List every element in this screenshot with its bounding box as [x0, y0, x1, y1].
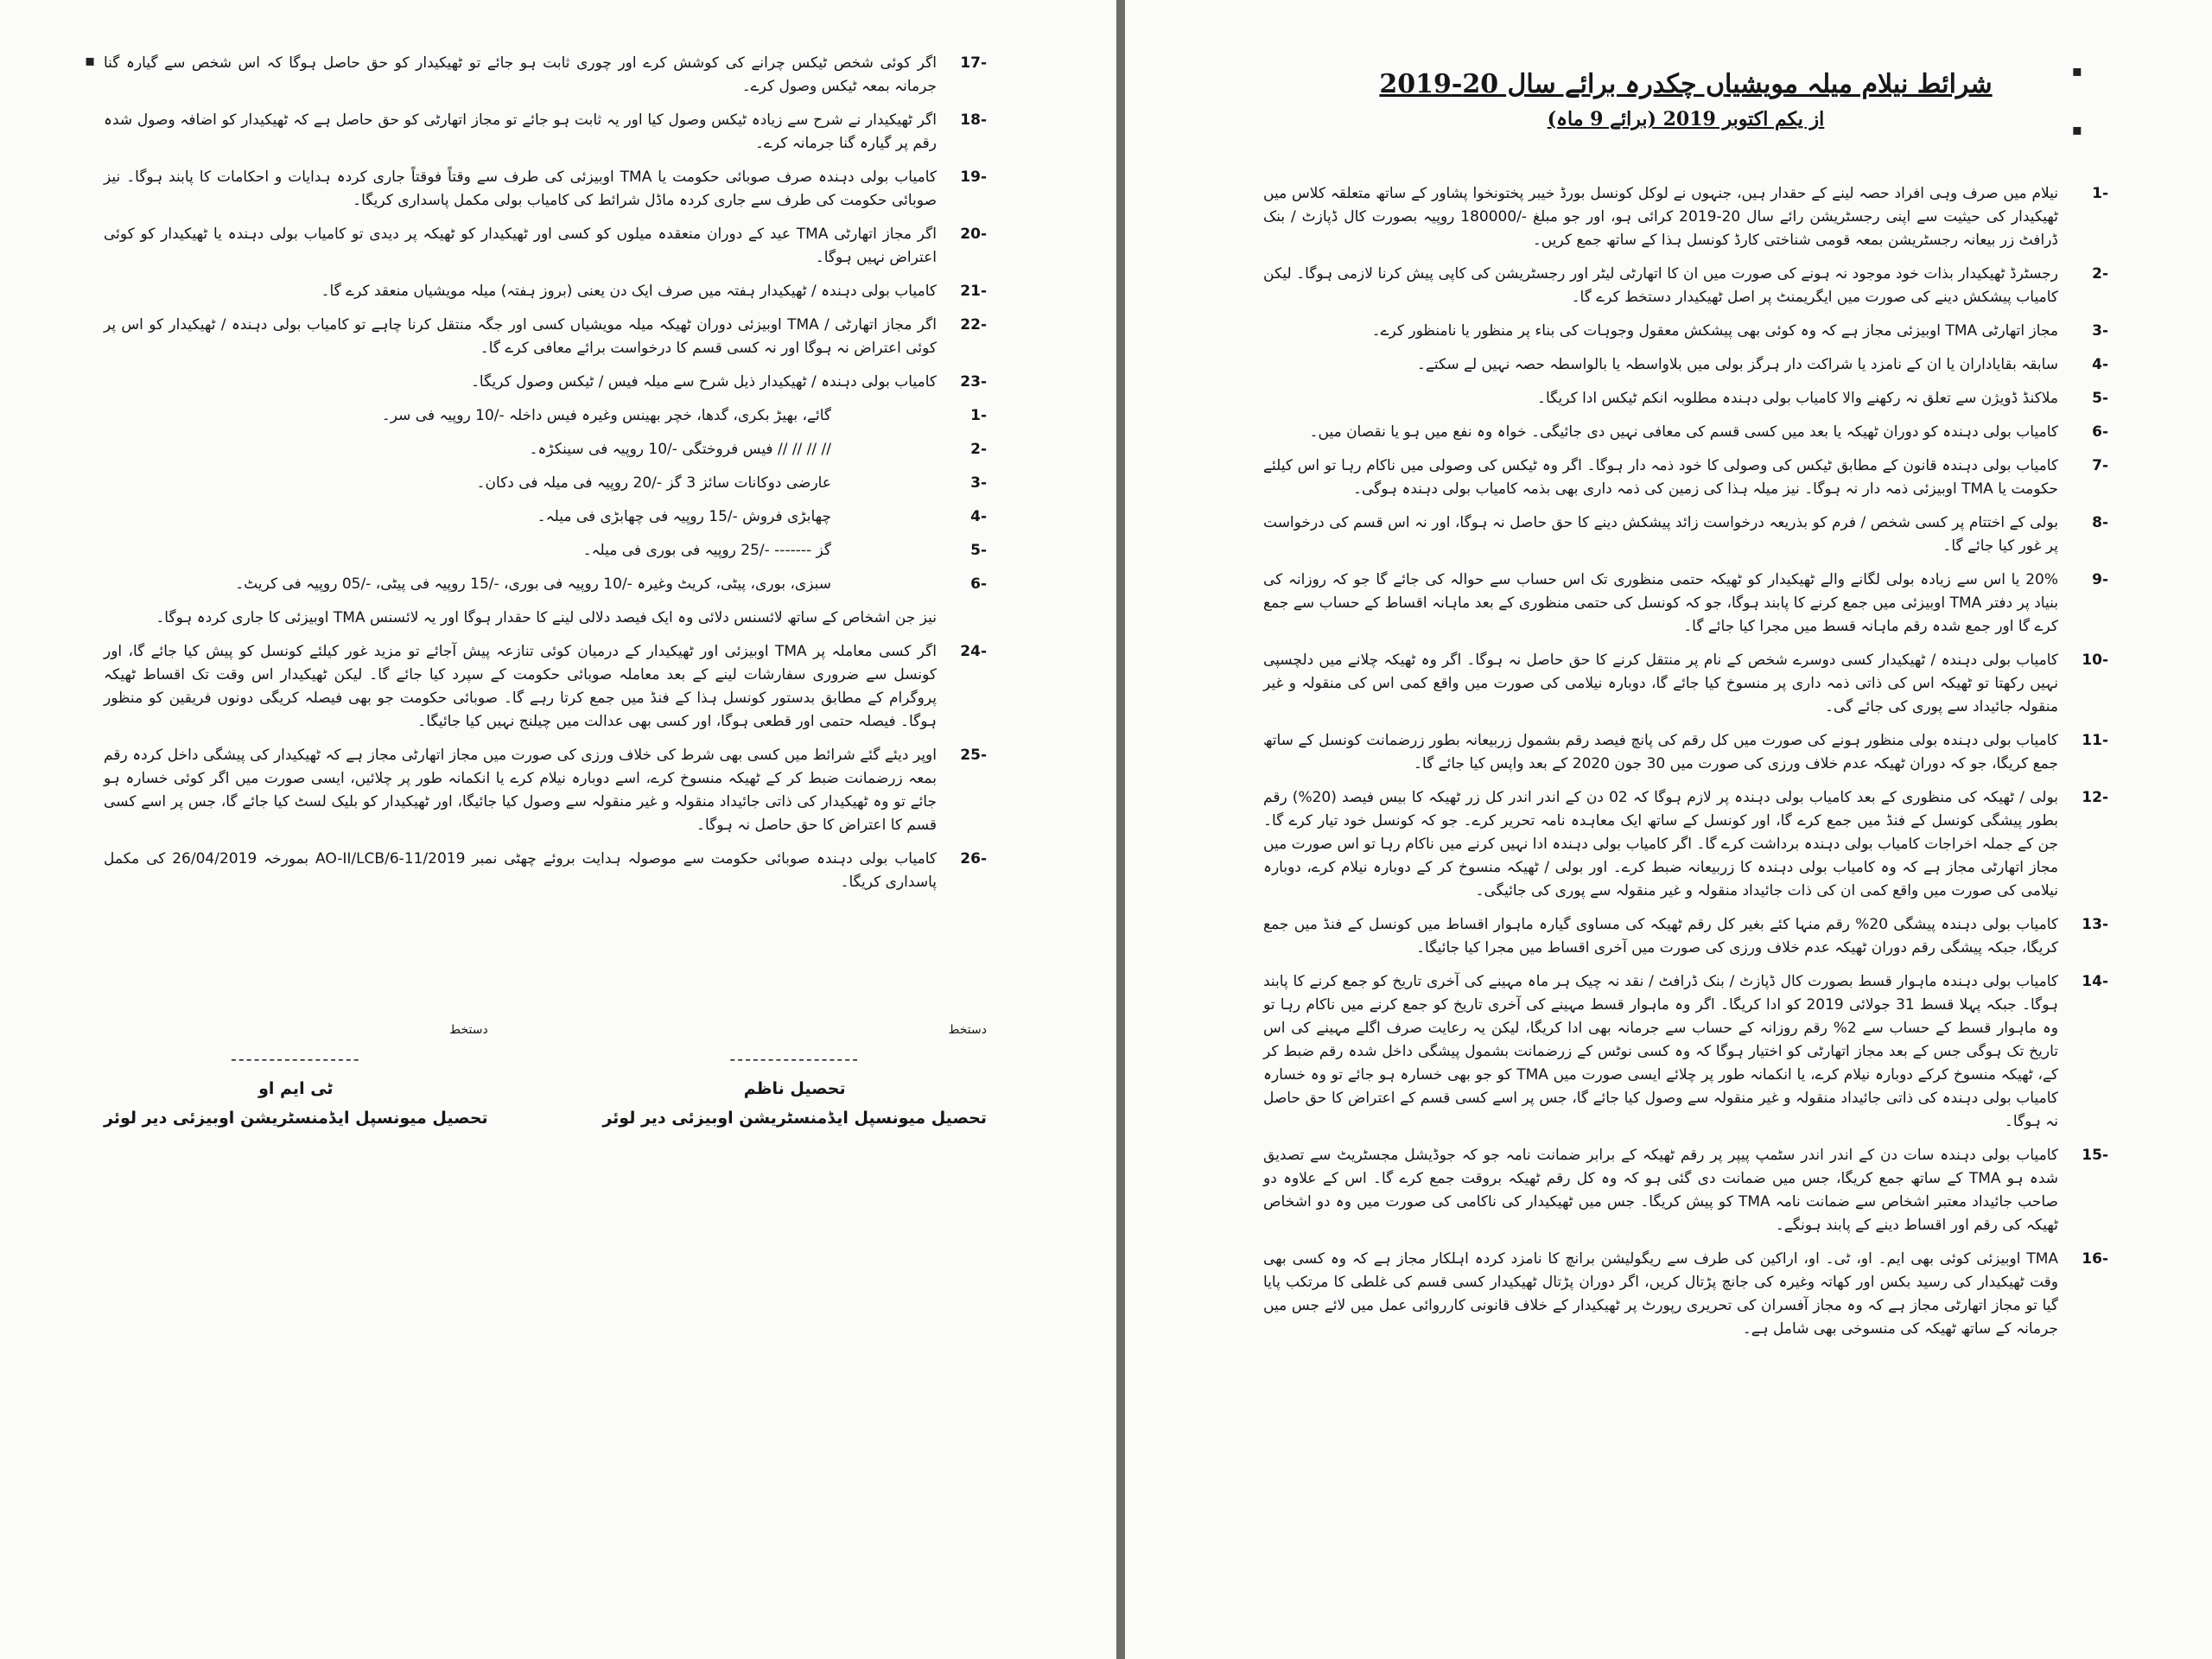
item-text: اگر کوئی شخص ٹیکس چرانے کی کوشش کرے اور چوری ثابت ہو جائے تو ٹھیکیدار کو حق حاصل ہوگا کہ اس شخص سے گیارہ گنا جرمانہ بمعہ ٹیکس وصول کرے۔ — [104, 54, 937, 95]
list-item — [104, 371, 987, 394]
list-item — [104, 314, 987, 360]
signatory-title: تحصیل ناظم — [743, 1079, 846, 1098]
list-item — [1263, 649, 2108, 719]
item-number: 20- — [960, 226, 987, 243]
signatory-org: تحصیل میونسپل ایڈمنسٹریشن اوبیزئی دیر لوئر — [602, 1109, 987, 1128]
item-number: 24- — [960, 643, 987, 660]
signature-line: ----------------- — [231, 1050, 361, 1069]
item-text: عارضی دوکانات سائز 3 گز -/20 روپیہ فی میلہ فی دکان۔ — [476, 474, 831, 492]
item-number: 17- — [960, 54, 987, 72]
signature-line: ----------------- — [729, 1050, 860, 1069]
item-number: 16- — [2082, 1250, 2108, 1268]
item-number: 10- — [2082, 652, 2108, 669]
signature-block-left — [104, 1015, 488, 1133]
item-number: 9- — [2092, 571, 2108, 588]
list-item — [104, 109, 987, 156]
item-number: 14- — [2082, 973, 2108, 990]
item-text: کامیاب بولی دہندہ صرف صوبائی حکومت یا TMA اوبیزئی کی طرف سے وقتاً فوقتاً جاری کردہ ہدایات و احکامات کا پابند ہوگا۔ نیز صوبائی حکومت کی طرف سے جاری کردہ ماڈل شرائط کی کامیاب بولی مکمل پاسداری کریگا۔ — [104, 168, 937, 209]
scan-mark: ▪ — [2071, 121, 2082, 139]
item-number: 2- — [2092, 265, 2108, 283]
item-text: کامیاب بولی دہندہ / ٹھیکیدار ہفتہ میں صرف ایک دن یعنی (بروز ہفتہ) میلہ مویشیاں منعقد کرے گا۔ — [321, 283, 937, 300]
item-text: مجاز اتھارٹی TMA اوبیزئی مجاز ہے کہ وہ کوئی بھی پیشکش معقول وجوہات کی بناء پر منظور یا نامنظور کرے۔ — [1371, 322, 2058, 340]
document-subtitle: از یکم اکتوبر 2019 (برائے 9 ماہ) — [1547, 108, 1825, 130]
left-items-after-list — [104, 640, 987, 894]
item-text: چھابڑی فروش -/15 روپیہ فی چھابڑی فی میلہ۔ — [537, 508, 831, 525]
item-text: 20% یا اس سے زیادہ بولی لگانے والے ٹھیکیدار کو ٹھیکہ حتمی منظوری تک اس حساب سے حوالہ کی جائے گا جو کہ روزانہ کی بنیاد پر دفتر TMA اوبیزئی میں جمع کرنے کا پابند ہوگا، جو کہ کونسل کی حتمی منظوری کے بعد ماہانہ اقساط کے حساب سے جمع کرے گا اور جمع شدہ رقم ماہانہ قسط میں مجرا کیا جائے گا۔ — [1263, 571, 2058, 635]
fee-rate-item — [104, 438, 987, 461]
item-text: // // // // فیس فروختگی -/10 روپیہ فی سینکڑہ۔ — [529, 441, 831, 458]
list-item — [1263, 421, 2108, 444]
list-item — [104, 166, 987, 213]
list-item — [104, 640, 987, 734]
list-item — [1263, 970, 2108, 1134]
item-text: رجسٹرڈ ٹھیکیدار بذات خود موجود نہ ہونے کی صورت میں ان کا اتھارٹی لیٹر اور رجسٹریشن کی کاپی پیش کرنا لازمی ہوگا۔ لیکن کامیاب پیشکش دینے کی صورت میں ایگریمنٹ پر اصل ٹھیکیدار دستخط کرے گا۔ — [1263, 265, 2058, 306]
item-number: 4- — [970, 508, 987, 525]
item-number: 22- — [960, 316, 987, 334]
item-text: کامیاب بولی دہندہ صوبائی حکومت سے موصولہ ہدایت بروئے چھٹی نمبر AO-II/LCB/6-11/2019 بمورخہ 26/04/2019 کی مکمل پاسداری کریگا۔ — [104, 850, 937, 891]
list-item — [1263, 1144, 2108, 1237]
item-number: 2- — [970, 441, 987, 458]
item-number: 21- — [960, 283, 987, 300]
item-text: کامیاب بولی دہندہ سات دن کے اندر اندر سٹمپ پیپر پر رقم ٹھیکہ کے برابر ضمانت نامہ جو کہ جوڈیشل مجسٹریٹ سے تصدیق شدہ ہو TMA کے ساتھ جمع کریگا، جس میں ضمانت دی گئی ہو کہ وہ کل رقم ٹھیکہ بروقت جمع کرے گا۔ اس کے علاوہ دو صاحب جائیداد معتبر اشخاص سے ضمانت نامہ TMA کو پیش کریگا۔ جس میں ٹھیکیدار کی ناکامی کی صورت میں وہ دو اشخاص ٹھیکہ کی رقم اور اقساط دینے کے پابند ہونگے۔ — [1263, 1147, 2058, 1234]
note-text: نیز جن اشخاص کے ساتھ لائسنس دلائی وہ ایک فیصد دلالی لینے کا حقدار ہوگا اور یہ لائسنس TMA اوبیزئی کا جاری کردہ ہوگا۔ — [156, 609, 937, 626]
item-number: 3- — [2092, 322, 2108, 340]
item-text: TMA اوبیزئی کوئی بھی ایم۔ او، ٹی۔ او، اراکین کی طرف سے ریگولیشن برانچ کا نامزد کردہ اہلکار مجاز ہے کہ وہ کسی بھی وقت ٹھیکیدار کی رسید بکس اور کھاتہ وغیرہ کی جانچ پڑتال کریں، اگر دوران پڑتال ٹھیکیدار کسی قسم کی غلطی کا مرتکب پایا گیا تو مجاز اتھارٹی مجاز ہے کہ وہ مجاز آفسران کی تحریری رپورٹ پر ٹھیکیدار کے خلاف قانونی کارروائی عمل میں لائے جس میں جرمانہ کے ساتھ ٹھیکہ کی منسوخی بھی شامل ہے۔ — [1263, 1250, 2058, 1338]
signature-caption: دستخط — [948, 1023, 987, 1037]
list-item — [1263, 569, 2108, 639]
fee-rate-item — [104, 404, 987, 428]
item-number: 5- — [2092, 390, 2108, 407]
item-number: 15- — [2082, 1147, 2108, 1164]
signatory-title: ٹی ایم او — [258, 1079, 334, 1098]
fee-rate-item — [104, 539, 987, 563]
item-number: 5- — [970, 542, 987, 559]
item-text: سبزی، بوری، پیٹی، کریٹ وغیرہ -/10 روپیہ فی بوری، -/15 روپیہ فی پیٹی، -/05 روپیہ فی کریٹ۔ — [235, 575, 831, 593]
item-number: 7- — [2092, 457, 2108, 474]
signature-caption: دستخط — [449, 1023, 488, 1037]
list-item — [1263, 512, 2108, 558]
list-item — [104, 848, 987, 894]
scan-mark: ▪ — [85, 52, 96, 70]
item-text: گائے، بھیڑ بکری، گدھا، خچر بھینس وغیرہ فیس داخلہ -/10 روپیہ فی سر۔ — [381, 407, 831, 424]
item-number: 19- — [960, 168, 987, 186]
signature-block-right — [602, 1015, 987, 1133]
item-text: کامیاب بولی دہندہ / ٹھیکیدار کسی دوسرے شخص کے نام پر منتقل کرنے کا حق حاصل نہ ہوگا۔ اگر وہ ٹھیکہ چلانے میں دلچسپی نہیں رکھتا تو ٹھیکہ اس کی ذاتی ذمہ داری پر منسوخ کیا جائے گا، دوبارہ نیلامی کی صورت میں واقع کمی اس کی منقولہ و غیر منقولہ جائیداد سے پوری کی جائے گی۔ — [1263, 652, 2058, 715]
item-text: کامیاب بولی دہندہ پیشگی 20% رقم منہا کئے بغیر کل رقم ٹھیکہ کی مساوی گیارہ ماہوار اقساط میں کونسل کے فنڈ میں جمع کریگا، جبکہ پیشگی رقم دوران ٹھیکہ عدم خلاف ورزی کی صورت میں آخری اقساط میں مجرا کیا جائیگا۔ — [1263, 916, 2058, 957]
item-number: 8- — [2092, 514, 2108, 531]
signature-row — [104, 1015, 987, 1133]
item-text: کامیاب بولی دہندہ قانون کے مطابق ٹیکس کی وصولی کا خود ذمہ دار ہوگا۔ اگر وہ ٹیکس کی وصولی میں ناکام رہا تو اس کیلئے حکومت یا TMA اوبیزئی ذمہ دار نہ ہوگا۔ نیز میلہ ہذا کی زمین کی ذمہ داری بھی بذمہ کامیاب بولی دہندہ ہوگی۔ — [1263, 457, 2058, 498]
item-number: 4- — [2092, 356, 2108, 373]
right-items-list — [1263, 182, 2108, 1341]
list-item — [1263, 1248, 2108, 1341]
list-item — [104, 52, 987, 99]
item-number: 23- — [960, 373, 987, 391]
item-number: 26- — [960, 850, 987, 868]
item-number: 11- — [2082, 732, 2108, 749]
list-item — [1263, 263, 2108, 309]
item-text: ملاکنڈ ڈویژن سے تعلق نہ رکھنے والا کامیاب بولی دہندہ مطلوبہ انکم ٹیکس ادا کریگا۔ — [1536, 390, 2058, 407]
item-number: 6- — [2092, 423, 2108, 441]
item-text: کامیاب بولی دہندہ کو دوران ٹھیکہ یا بعد میں کسی قسم کی معافی نہیں دی جائیگی۔ خواہ وہ نفع میں ہو یا نقصان میں۔ — [1309, 423, 2058, 441]
item-text: کامیاب بولی دہندہ ماہوار قسط بصورت کال ڈپازٹ / بنک ڈرافٹ / نقد نہ چیک ہر ماہ مہینے کی آخری تاریخ کو جمع کرنے کا پابند ہوگا۔ جبکہ پہلا قسط 31 جولائی 2019 کو ادا کریگا۔ اگر وہ ماہوار قسط مہینے کی آخری تاریخ کو جمع کرنے میں ناکام رہا تو وہ ماہوار قسط کے حساب سے 2% رقم روزانہ کے حساب سے جرمانہ بھی ادا کریگا، لیکن یہ رعایت صرف اگلے مہینے کی اس تاریخ تک ہوگی جس کے بعد مجاز اتھارٹی کو اختیار ہوگا کہ وہ کسی نوٹس کے زرضمانت بشمول پیشگی داخل شدہ رقم ضبط کر کے، ٹھیکہ منسوخ کرکے دوبارہ نیلام کرے، یا انکمانہ طور پر چلائے ایسی صورت میں TMA کو جو بھی خسارہ ہو جائے تو وہ خسارہ کامیاب بولی دہندہ کی ذاتی جائیداد منقولہ و غیر منقولہ سے وصول کیا جائے گا، جس پر اسے کسی قسم کے اعتراض کا حق حاصل نہ ہوگا۔ — [1263, 973, 2058, 1130]
list-item — [1263, 786, 2108, 903]
page-gutter — [1116, 0, 1125, 1659]
scan-mark: ▪ — [2071, 62, 2082, 80]
list-item — [1263, 387, 2108, 410]
item-number: 3- — [970, 474, 987, 492]
item-number: 6- — [970, 575, 987, 593]
item-text: گز ------- -/25 روپیہ فی بوری فی میلہ۔ — [582, 542, 831, 559]
item-number: 18- — [960, 111, 987, 129]
item-text: نیلام میں صرف وہی افراد حصہ لینے کے حقدار ہیں، جنہوں نے لوکل کونسل بورڈ خیبر پختونخوا پشاور کے ساتھ متعلقہ کلاس میں ٹھیکیدار کی حیثیت سے اپنی رجسٹریشن رائے سال 20-2019 کرائی ہو، اور جو مبلغ -/180000 روپیہ بصورت کال ڈپازٹ / بنک ڈرافٹ زر بیعانہ رجسٹریشن بمعہ قومی شناختی کارڈ کونسل ہذا کے ساتھ جمع کریں۔ — [1263, 185, 2058, 249]
item-text: بولی / ٹھیکہ کی منظوری کے بعد کامیاب بولی دہندہ پر لازم ہوگا کہ 02 دن کے اندر اندر کل زر ٹھیکہ کا بیس فیصد (20%) رقم بطور پیشگی کونسل کے فنڈ میں جمع کرے گا، اور کونسل کے ساتھ ایک معاہدہ نامہ تحریر کرے۔ جو کہ کونسل خود تیار کرے گا۔ جن کے جملہ اخراجات کامیاب بولی دہندہ برداشت کرے گا۔ اگر کامیاب بولی دہندہ ادا نہیں کرنے میں ناکام رہا تو اس صورت میں مجاز اتھارٹی مجاز ہے کہ وہ کامیاب بولی دہندہ کا زربیعانہ ضبط کرے۔ اور بولی / ٹھیکہ منسوخ کر کے دوبارہ نیلام کرے، دوبارہ نیلامی کی صورت میں واقع کمی ان کی ذات جائیداد منقولہ و غیر منقولہ سے پوری کی جائیگی۔ — [1263, 789, 2059, 899]
item-number: 12- — [2082, 789, 2108, 806]
item-number: 1- — [970, 407, 987, 424]
list-item — [1263, 353, 2108, 377]
fee-rates-list — [104, 404, 987, 596]
list-item — [1263, 729, 2108, 776]
list-item — [104, 744, 987, 837]
document-title: شرائط نیلام میلہ مویشیاں چکدرہ برائے سال 20-2019 — [1379, 69, 1993, 99]
item-text: اگر کسی معاملہ پر TMA اوبیزئی اور ٹھیکیدار کے درمیان کوئی تنازعہ پیش آجائے تو مزید غور کیلئے کونسل کو پیش کیا جائے گا، اور کونسل سے ضروری سفارشات لینے کے بعد معاملہ صوبائی حکومت کے سپرد کیا جائے گا۔ لیکن ٹھیکیدار اس وقت تک اقساط ٹھیکہ پروگرام کے مطابق بدستور کونسل ہذا کے فنڈ میں جمع کرتا رہے گا۔ صوبائی حکومت جو بھی فیصلہ کریگی دونوں فریقین کو منظور ہوگا۔ فیصلہ حتمی اور قطعی ہوگا، اور کسی بھی عدالت میں چیلنج نہیں کیا جائیگا۔ — [104, 643, 937, 730]
list-item — [1263, 320, 2108, 343]
list-item — [1263, 454, 2108, 501]
left-items-list — [104, 52, 987, 394]
item-text: اوپر دیئے گئے شرائط میں کسی بھی شرط کی خلاف ورزی کی صورت میں مجاز اتھارٹی مجاز ہے کہ ٹھیکیدار کی پیشگی داخل کردہ رقم بمعہ زرضمانت ضبط کر کے ٹھیکہ منسوخ کرے، اسے دوبارہ نیلام کرے یا انکمانہ طور پر چلائیں، ایسی صورت میں اگر کوئی خسارہ ہو جائے تو وہ ٹھیکیدار کی ذاتی جائیداد منقولہ و غیر منقولہ سے وصول کیا جائیگا، اور ٹھیکیدار کو بلیک لسٹ کیا جائے گا، جس پر اسے کسی قسم کا اعتراض کا حق حاصل نہ ہوگا۔ — [104, 747, 937, 834]
list-item — [1263, 913, 2108, 960]
item-number: 1- — [2092, 185, 2108, 202]
list-item — [1263, 182, 2108, 252]
list-item — [104, 280, 987, 303]
item-text: اگر مجاز اتھارٹی TMA عید کے دوران منعقدہ میلوں کو کسی اور ٹھیکیدار کو ٹھیکہ پر دیدی تو کامیاب بولی دہندہ یا ٹھیکیدار کو کوئی اعتراض نہیں ہوگا۔ — [104, 226, 937, 266]
item-number: 25- — [960, 747, 987, 764]
fee-rate-item — [104, 472, 987, 495]
list-item — [104, 607, 987, 630]
item-text: کامیاب بولی دہندہ / ٹھیکیدار ذیل شرح سے میلہ فیس / ٹیکس وصول کریگا۔ — [470, 373, 937, 391]
item-text: بولی کے اختتام پر کسی شخص / فرم کو بذریعہ درخواست زائد پیشکش دینے کا حق حاصل نہ ہوگا، اور نہ اس قسم کی درخواست پر غور کیا جائے گا۔ — [1263, 514, 2058, 555]
item-text: سابقہ بقایاداران یا ان کے نامزد یا شراکت دار ہرگز بولی میں بلاواسطہ یا بالواسطہ حصہ نہیں لے سکتے۔ — [1416, 356, 2058, 373]
signatory-org: تحصیل میونسپل ایڈمنسٹریشن اوبیزئی دیر لوئر — [104, 1109, 488, 1128]
item-text: اگر ٹھیکیدار نے شرح سے زیادہ ٹیکس وصول کیا اور یہ ثابت ہو جائے تو مجاز اتھارٹی کو حق حاصل ہے کہ ٹھیکیدار کو اضافہ وصول شدہ رقم پر گیارہ گنا جرمانہ کرے۔ — [104, 111, 937, 152]
item-text: اگر مجاز اتھارٹی / TMA اوبیزئی دوران ٹھیکہ میلہ مویشیاں کسی اور جگہ منتقل کرنا چاہے تو کامیاب بولی دہندہ / ٹھیکیدار کو اس پر کوئی اعتراض نہ ہوگا اور نہ کسی قسم کا درخواست برائے معافی کرے گا۔ — [104, 316, 937, 357]
fee-rate-item — [104, 573, 987, 596]
fee-rate-item — [104, 505, 987, 529]
item-text: کامیاب بولی دہندہ بولی منظور ہونے کی صورت میں کل رقم کی پانچ فیصد رقم بشمول زربیعانہ بطور زرضمانت کونسل کے ساتھ جمع کریگا، جو کہ دوران ٹھیکہ عدم خلاف ورزی کی صورت میں 30 جون 2020 کے بعد واپس کیا جائے گا۔ — [1263, 732, 2058, 772]
item-number: 13- — [2082, 916, 2108, 933]
list-item — [104, 223, 987, 270]
right-page — [1125, 0, 2212, 1659]
